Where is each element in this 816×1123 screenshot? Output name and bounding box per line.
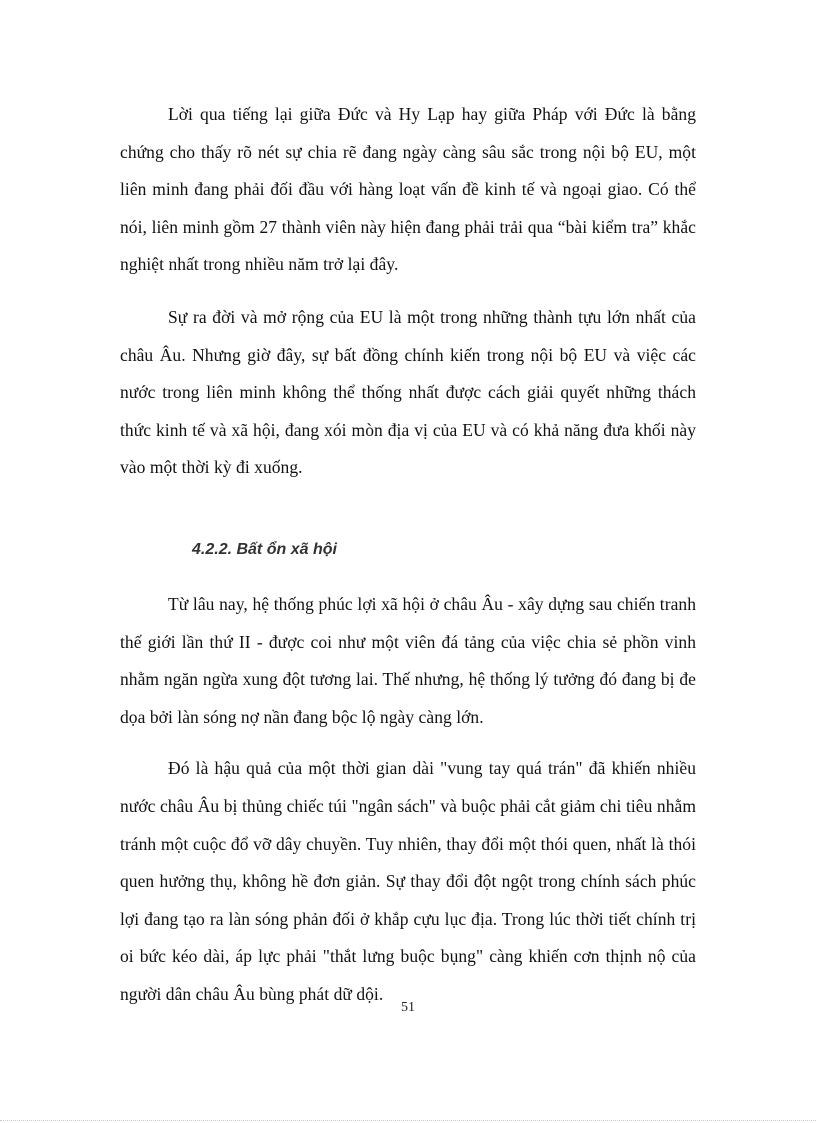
page-number: 51 xyxy=(401,1000,415,1015)
paragraph-eu-division: Lời qua tiếng lại giữa Đức và Hy Lạp hay giữa Pháp với Đức là bằng chứng cho thấy rõ nét sự chia rẽ đang ngày càng sâu sắc trong nội bộ EU, một liên minh đang phải đối đầu với hàng loạt vấn đề kinh tế và ngoại giao. Có thể nói, liên minh gồm 27 thành viên này hiện đang phải trải qua “bài kiểm tra” khắc nghiệt nhất trong nhiều năm trở lại đây. xyxy=(120,104,696,275)
section-heading: 4.2.2. Bất ổn xã hội xyxy=(192,540,337,558)
paragraph-austerity-consequences: Đó là hậu quả của một thời gian dài "vung tay quá trán" đã khiến nhiều nước châu Âu bị thủng chiếc túi "ngân sách" và buộc phải cắt giảm chi tiêu nhằm tránh một cuộc đổ vỡ dây chuyền. Tuy nhiên, thay đổi một thói quen, nhất là thói quen hưởng thụ, không hề đơn giản. Sự thay đổi đột ngột trong chính sách phúc lợi đang tạo ra làn sóng phản đối ở khắp cựu lục địa. Trong lúc thời tiết chính trị oi bức kéo dài, áp lực phải "thắt lưng buộc bụng" càng khiến cơn thịnh nộ của người dân châu Âu bùng phát dữ dội. xyxy=(120,758,696,1004)
paragraph-welfare-system: Từ lâu nay, hệ thống phúc lợi xã hội ở châu Âu - xây dựng sau chiến tranh thế giới lần thứ II - được coi như một viên đá tảng của việc chia sẻ phồn vinh nhằm ngăn ngừa xung đột tương lai. Thế nhưng, hệ thống lý tưởng đó đang bị đe dọa bởi làn sóng nợ nần đang bộc lộ ngày càng lớn. xyxy=(120,593,696,727)
paragraph-eu-achievement: Sự ra đời và mở rộng của EU là một trong những thành tựu lớn nhất của châu Âu. Nhưng giờ đây, sự bất đồng chính kiến trong nội bộ EU và việc các nước trong liên minh không thể thống nhất được cách giải quyết những thách thức kinh tế và xã hội, đang xói mòn địa vị của EU và có khả năng đưa khối này vào một thời kỳ đi xuống. xyxy=(120,306,696,478)
page-body xyxy=(120,96,696,1013)
page-bottom-divider xyxy=(0,1120,816,1121)
